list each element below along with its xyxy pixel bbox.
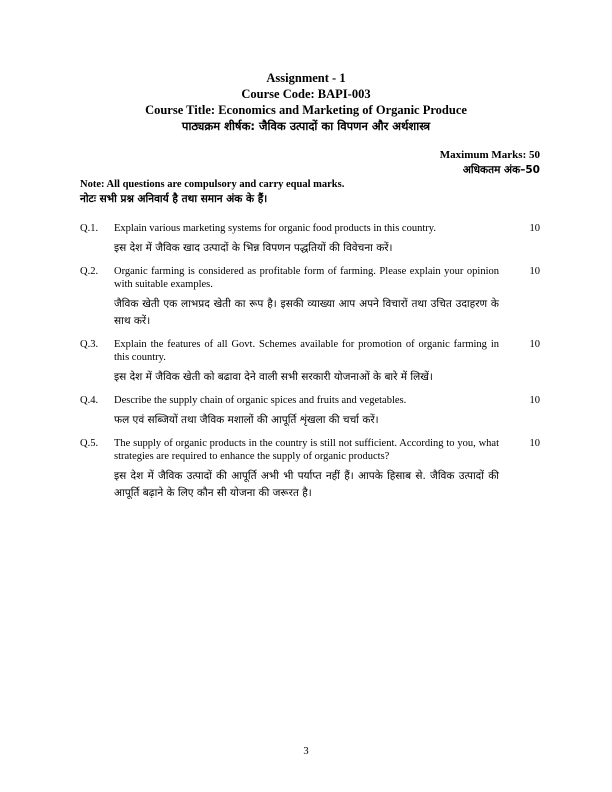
- instructions-note: [80, 178, 540, 207]
- note-english: Note: All questions are compulsory and carry equal marks.: [80, 179, 345, 190]
- question-marks: 10: [529, 438, 540, 449]
- question-1: [80, 222, 540, 257]
- note-hindi: नोटः सभी प्रश्न अनिवार्य है तथा समान अंक के हैं।: [80, 193, 268, 205]
- course-title: Course Title: Economics and Marketing of Organic Produce: [145, 103, 467, 117]
- question-text-english: Explain the features of all Govt. Schemes available for promotion of organic farming in this country.: [114, 339, 499, 363]
- question-text-english: The supply of organic products in the country is still not sufficient. According to you, what strategies are required to enhance the supply of organic products?: [114, 438, 499, 462]
- page-number: 3: [303, 746, 309, 757]
- question-marks: 10: [529, 395, 540, 406]
- question-3: [80, 338, 540, 386]
- question-5: [80, 437, 540, 502]
- question-number: Q.3.: [80, 339, 99, 350]
- question-text-hindi: इस देश में जैविक खेती को बढावा देने वाली सभी सरकारी योजनाओं के बारे में लिखें।: [114, 371, 433, 383]
- course-title-hindi: पाठ्यक्रम शीर्षक: जैविक उत्पादों का विपणन और अर्थशास्त्र: [181, 119, 431, 133]
- question-text-english: Explain various marketing systems for organic food products in this country.: [114, 223, 436, 234]
- question-marks: 10: [529, 339, 540, 350]
- question-number: Q.4.: [80, 395, 99, 406]
- question-2: [80, 265, 540, 330]
- question-marks: 10: [529, 223, 540, 234]
- question-4: [80, 394, 540, 429]
- question-text-hindi: इस देश में जैविक खाद उत्पादों के भिन्न विपणन पद्धतियों की विवेचना करें।: [114, 242, 393, 254]
- maximum-marks-english: Maximum Marks: 50: [439, 149, 540, 161]
- course-code: Course Code: BAPI-003: [241, 87, 371, 101]
- document-header: [0, 70, 612, 135]
- maximum-marks-hindi: अधिकतम अंक–50: [462, 164, 540, 176]
- question-number: Q.2.: [80, 266, 99, 277]
- question-text-english: Organic farming is considered as profitable form of farming. Please explain your opinion with suitable examples.: [114, 266, 499, 290]
- maximum-marks: [440, 148, 540, 178]
- question-text-hindi: फल एवं सब्जियों तथा जैविक मशालों की आपूर्ति शृंखला की चर्चा करें।: [114, 414, 379, 426]
- question-marks: 10: [529, 266, 540, 277]
- question-list: [80, 222, 540, 510]
- question-number: Q.1.: [80, 223, 99, 234]
- question-text-hindi: इस देश में जैविक उत्पादों की आपूर्ति अभी भी पर्याप्त नहीं हैं। आपके हिसाब से. जैविक उत्पादों की आपूर्ति बढ़ाने के लिए कौन सी योजना की जरूरत है।: [114, 470, 499, 499]
- assignment-number: Assignment - 1: [266, 71, 346, 85]
- question-text-hindi: जैविक खेती एक लाभप्रद खेती का रूप है। इसकी व्याख्या आप अपने विचारों तथा उचित उदाहरण के साथ करें।: [114, 298, 499, 327]
- question-number: Q.5.: [80, 438, 99, 449]
- question-text-english: Describe the supply chain of organic spices and fruits and vegetables.: [114, 395, 407, 406]
